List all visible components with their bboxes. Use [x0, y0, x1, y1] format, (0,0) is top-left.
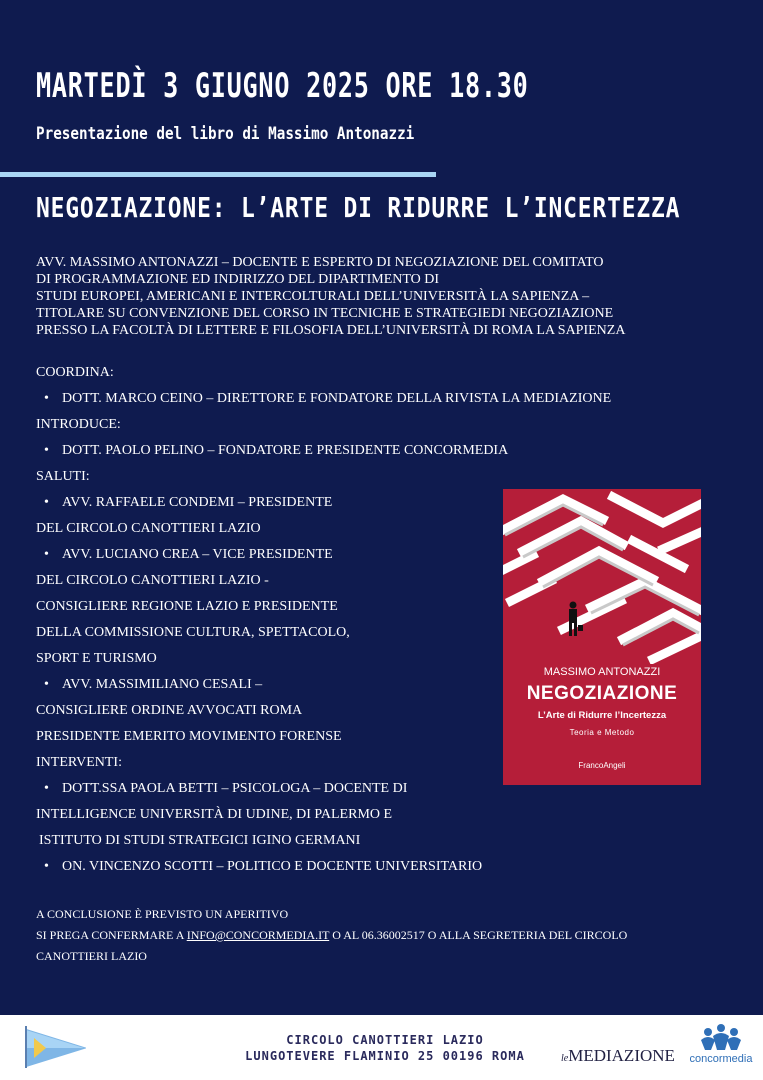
mediazione-logo-word: MEDIAZIONE [568, 1046, 675, 1065]
section-label-introduce: INTRODUCE: [36, 417, 121, 432]
author-description-line: DI PROGRAMMAZIONE ED INDIRIZZO DEL DIPARTIMENTO DI [36, 272, 440, 287]
program-list-item-continuation: SPORT E TURISMO [36, 651, 157, 666]
program-list-item: • AVV. RAFFAELE CONDEMI – PRESIDENTE [36, 490, 676, 516]
program-list-item-continuation: DELLA COMMISSIONE CULTURA, SPETTACOLO, [36, 625, 350, 640]
book-title-heading: NEGOZIAZIONE: L’ARTE DI RIDURRE L’INCERTEZZA [36, 191, 681, 224]
book-cover-image [503, 489, 701, 785]
program-list-item: • DOTT. MARCO CEINO – DIRETTORE E FONDATORE DELLA RIVISTA LA MEDIAZIONE [36, 386, 676, 412]
venue-name: CIRCOLO CANOTTIERI LAZIO [286, 1033, 484, 1047]
concormedia-people-icon [699, 1022, 743, 1052]
author-description-line: STUDI EUROPEI, AMERICANI E INTERCOLTURALI DELL’UNIVERSITÀ LA SAPIENZA – [36, 289, 590, 304]
program-list-item-continuation: CONSIGLIERE ORDINE AVVOCATI ROMA [36, 703, 303, 718]
author-description-line: PRESSO LA FACOLTÀ DI LETTERE E FILOSOFIA DELL’UNIVERSITÀ DI ROMA LA SAPIENZA [36, 323, 626, 338]
section-label-saluti: SALUTI: [36, 469, 90, 484]
author-description [36, 254, 686, 339]
rsvp-text-start: SI PREGA CONFERMARE A [36, 928, 187, 942]
program-list-item-continuation: INTELLIGENCE UNIVERSITÀ DI UDINE, DI PALERMO E [36, 807, 393, 822]
closing-notes [36, 904, 676, 967]
book-cover-subtitle: L’Arte di Ridurre l’Incertezza [537, 710, 667, 721]
program-list-item: • DOTT. PAOLO PELINO – FONDATORE E PRESIDENTE CONCORMEDIA [36, 438, 676, 464]
program-list-item: • ON. VINCENZO SCOTTI – POLITICO E DOCENTE UNIVERSITARIO [36, 854, 676, 880]
section-label-interventi: INTERVENTI: [36, 755, 122, 770]
program-list-item: • AVV. MASSIMILIANO CESALI – [36, 672, 676, 698]
program-list-item: • DOTT.SSA PAOLA BETTI – PSICOLOGA – DOCENTE DI [36, 776, 676, 802]
author-description-line: AVV. MASSIMO ANTONAZZI – DOCENTE E ESPERTO DI NEGOZIAZIONE DEL COMITATO [36, 255, 604, 270]
program-list-item-continuation: CONSIGLIERE REGIONE LAZIO E PRESIDENTE [36, 599, 338, 614]
book-presentation-subtitle: Presentazione del libro di Massimo Antonazzi [36, 124, 415, 144]
maze-illustration [503, 489, 701, 664]
program-list-item-continuation: DEL CIRCOLO CANOTTIERI LAZIO - [36, 573, 269, 588]
program-list-item: • AVV. LUCIANO CREA – VICE PRESIDENTE [36, 542, 676, 568]
rsvp-text-end: O AL 06.36002517 O ALLA SEGRETERIA DEL CIRCOLO [329, 928, 628, 942]
program-list-item-continuation: ISTITUTO DI STUDI STRATEGICI IGINO GERMANI [39, 833, 361, 848]
divider-line [0, 172, 436, 177]
concormedia-logo-word: concormedia [689, 1053, 753, 1065]
book-author: MASSIMO ANTONAZZI [543, 666, 661, 678]
la-mediazione-logo [561, 1046, 675, 1066]
book-cover-tagline: Teoria e Metodo [569, 728, 635, 737]
book-cover-title: NEGOZIAZIONE [526, 683, 678, 704]
mediazione-logo-prefix: le [561, 1053, 569, 1064]
concormedia-logo [684, 1022, 758, 1070]
program-list-item-continuation: PRESIDENTE EMERITO MOVIMENTO FORENSE [36, 729, 342, 744]
venue-address: LUNGOTEVERE FLAMINIO 25 00196 ROMA [245, 1049, 525, 1063]
circolo-flag-logo-icon [24, 1024, 86, 1068]
author-description-line: TITOLARE SU CONVENZIONE DEL CORSO IN TECNICHE E STRATEGIEDI NEGOZIAZIONE [36, 306, 614, 321]
section-label-coordina: COORDINA: [36, 365, 114, 380]
event-date-time: MARTEDÌ 3 GIUGNO 2025 ORE 18.30 [36, 66, 529, 106]
aperitivo-note: A CONCLUSIONE È PREVISTO UN APERITIVO [36, 907, 289, 921]
rsvp-note [36, 925, 676, 946]
rsvp-note-end: CANOTTIERI LAZIO [36, 949, 147, 963]
program-list-item-continuation: DEL CIRCOLO CANOTTIERI LAZIO [36, 521, 261, 536]
book-publisher: FrancoAngeli [578, 761, 626, 770]
rsvp-email-link[interactable]: INFO@CONCORMEDIA.IT [186, 928, 330, 942]
